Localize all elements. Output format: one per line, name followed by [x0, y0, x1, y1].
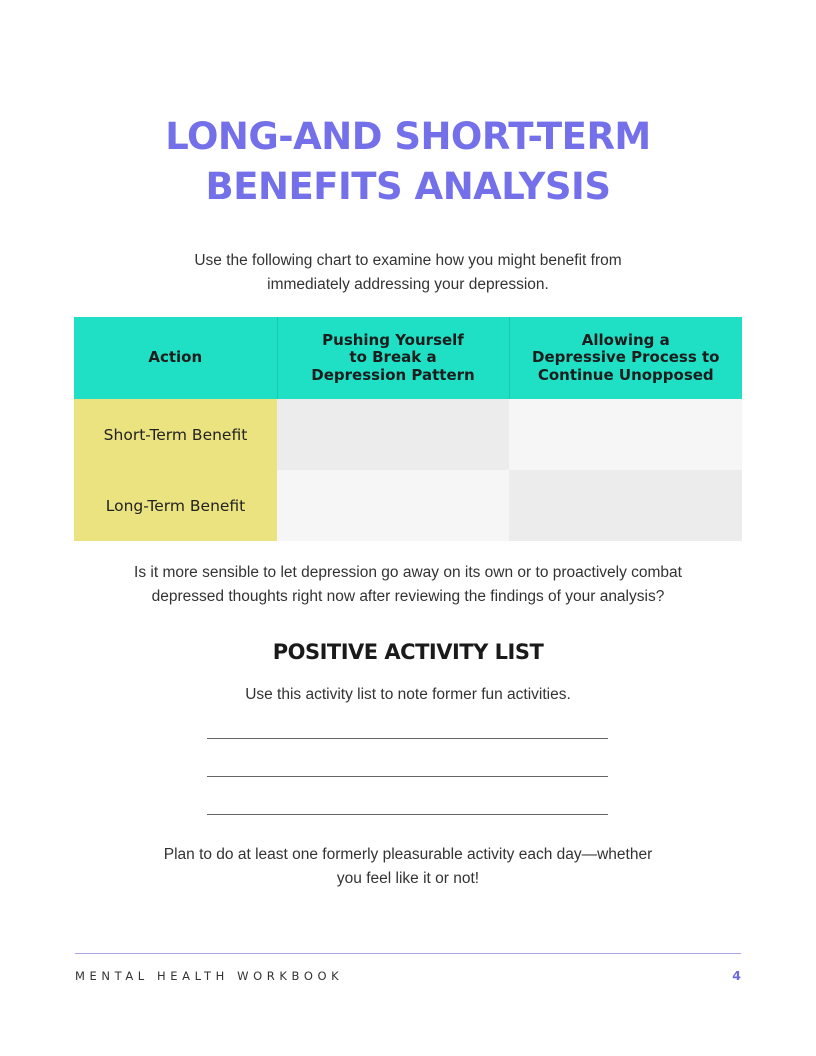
header-line: Action [148, 348, 203, 367]
closing-text [0, 843, 816, 891]
closing-line: Plan to do at least one formerly pleasurable activity each day—whether [163, 846, 653, 863]
intro-line: Use the following chart to examine how you might benefit from [194, 252, 622, 269]
header-line: Allowing a [581, 330, 670, 349]
page-title-line: LONG-AND SHORT-TERM [165, 115, 651, 158]
activity-writing-line[interactable] [207, 776, 608, 777]
header-line: Depressive Process to [532, 348, 720, 367]
short-term-allowing-cell[interactable] [509, 399, 742, 470]
activity-writing-line[interactable] [207, 814, 608, 815]
footer-label: MENTAL HEALTH WORKBOOK [75, 969, 344, 983]
activity-writing-line[interactable] [207, 738, 608, 739]
header-pushing-yourself [277, 317, 509, 399]
page-title-line: BENEFITS ANALYSIS [205, 165, 611, 208]
page-number: 4 [732, 968, 741, 983]
question-line: depressed thoughts right now after reviewing the findings of your analysis? [151, 588, 665, 605]
table-header-row [74, 317, 742, 399]
footer-divider [75, 953, 741, 954]
section-title: POSITIVE ACTIVITY LIST [272, 640, 544, 664]
header-line: Pushing Yourself [322, 330, 464, 349]
header-line: Continue Unopposed [537, 365, 714, 384]
benefits-analysis-table [74, 317, 742, 541]
header-action [74, 317, 277, 399]
header-line: to Break a [349, 348, 437, 367]
closing-line: you feel like it or not! [336, 870, 480, 887]
header-allowing-process [509, 317, 742, 399]
row-label-long-term: Long-Term Benefit [74, 470, 277, 541]
long-term-pushing-cell[interactable] [277, 470, 509, 541]
section-intro: Use this activity list to note former fun activities. [245, 686, 571, 703]
header-line: Depression Pattern [311, 365, 475, 384]
row-label-short-term: Short-Term Benefit [74, 399, 277, 470]
intro-line: immediately addressing your depression. [267, 276, 549, 293]
long-term-allowing-cell[interactable] [509, 470, 742, 541]
question-line: Is it more sensible to let depression go away on its own or to proactively combat [134, 564, 682, 581]
intro-text [0, 249, 816, 297]
table-row [74, 399, 742, 470]
page-title [0, 112, 816, 212]
short-term-pushing-cell[interactable] [277, 399, 509, 470]
reflection-question [0, 561, 816, 609]
table-row [74, 470, 742, 541]
